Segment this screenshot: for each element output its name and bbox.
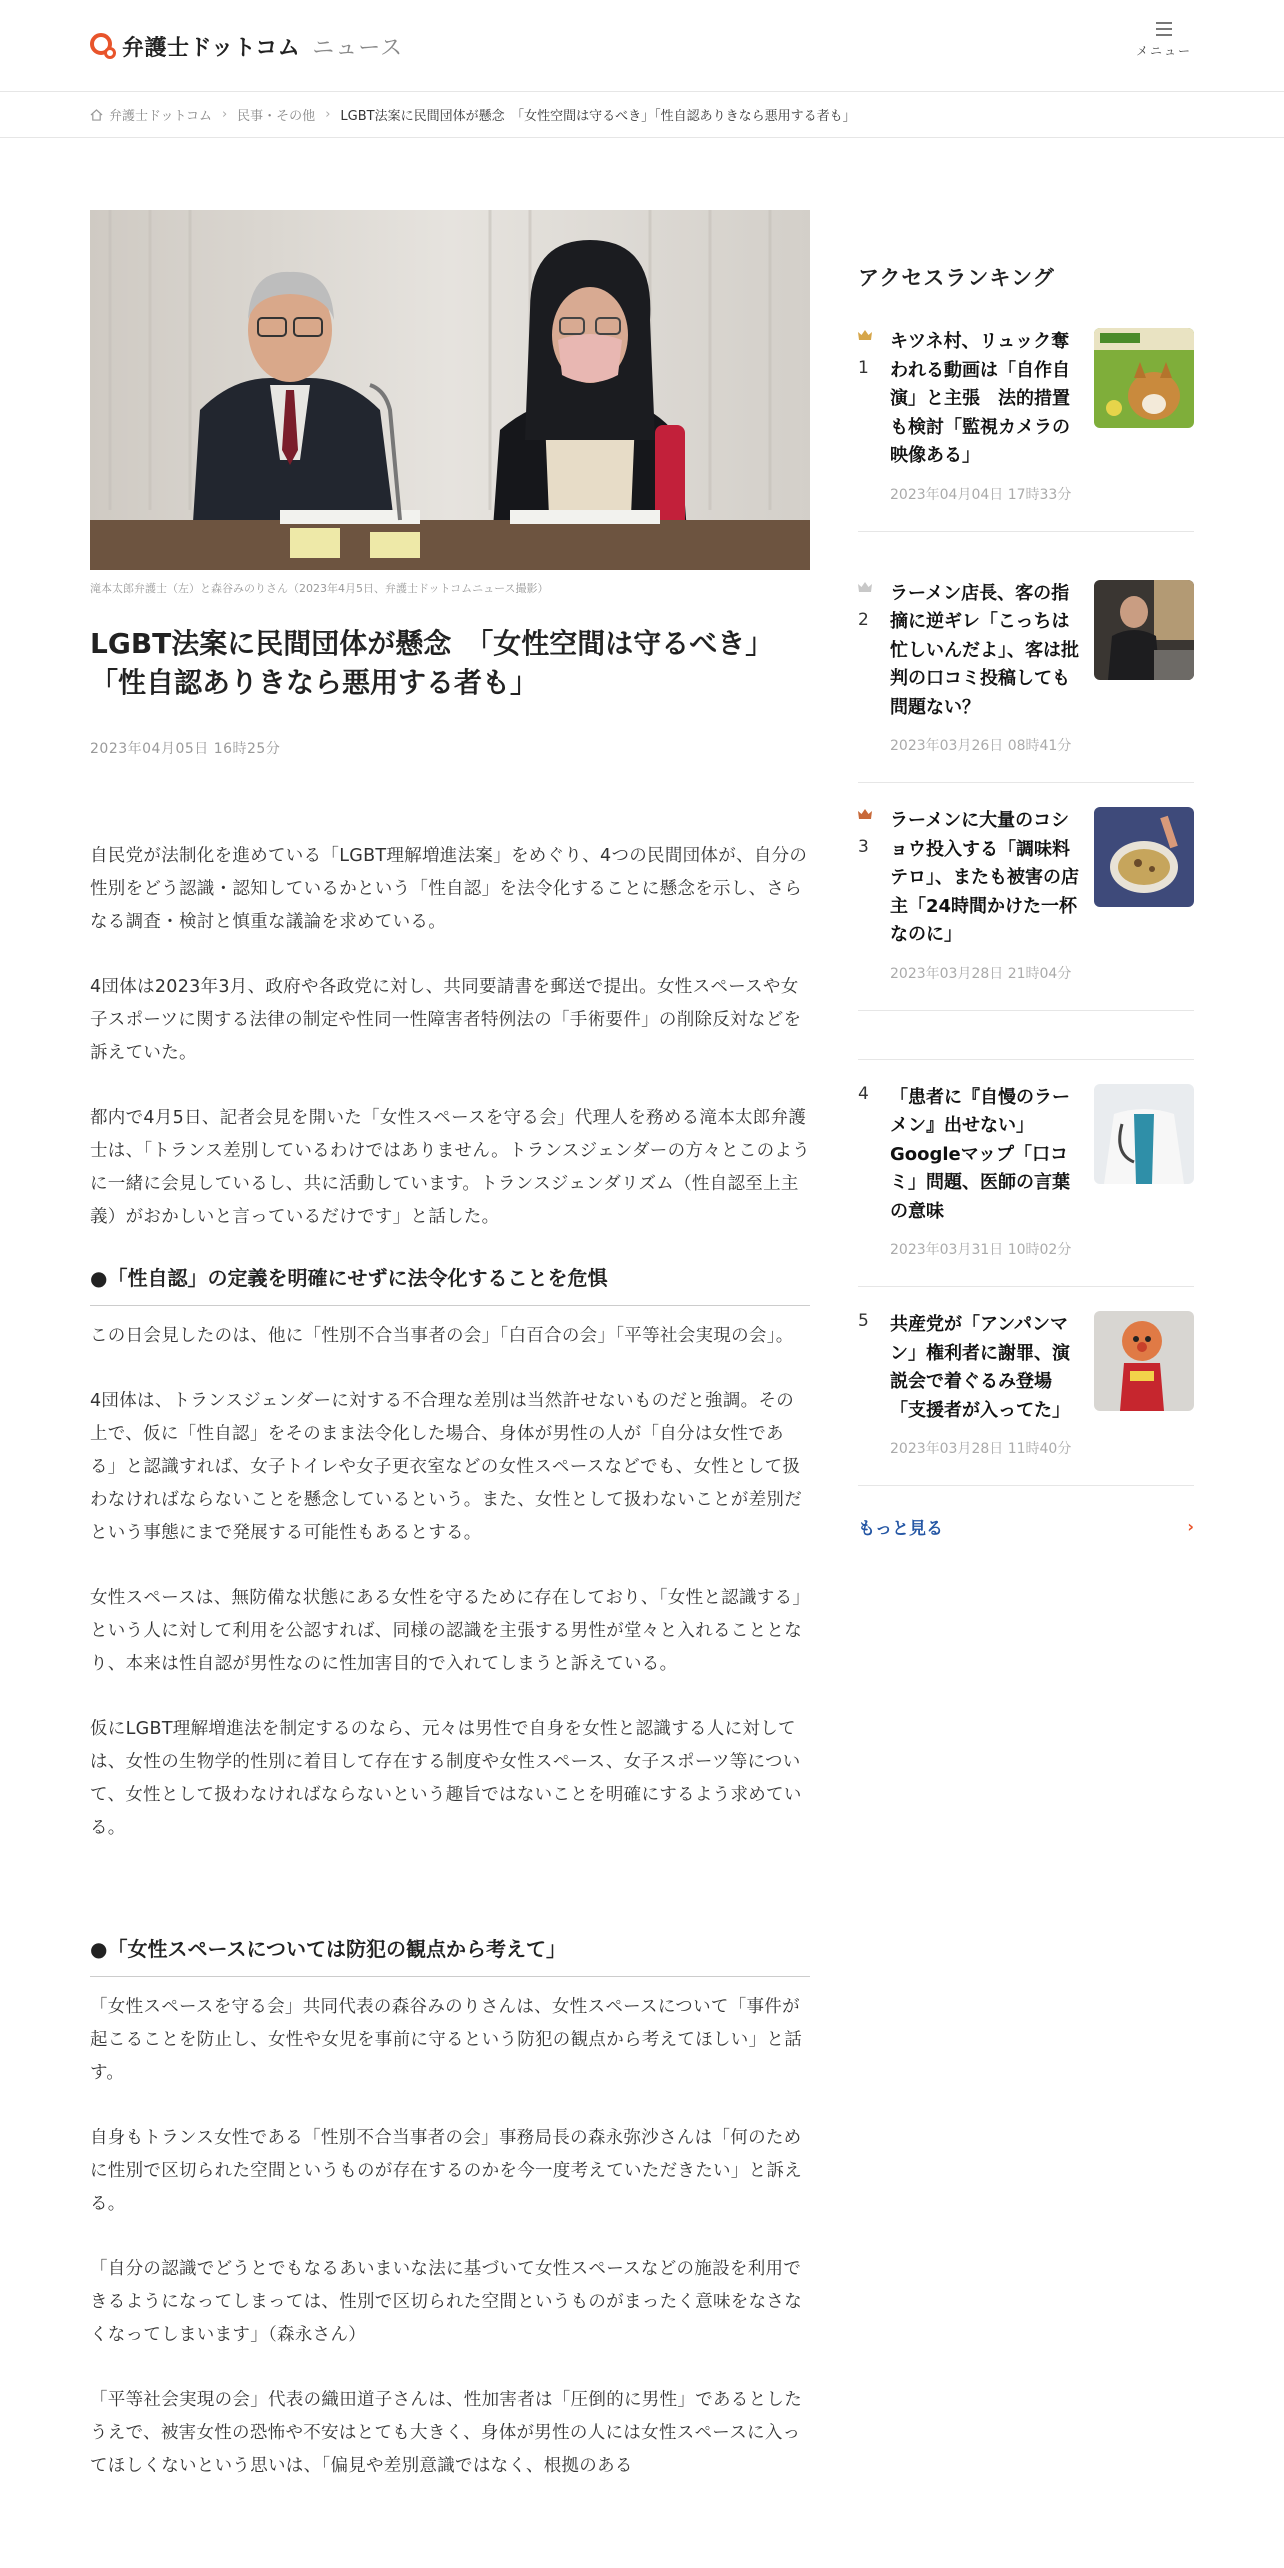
breadcrumb-home-label: 弁護士ドットコム [109, 109, 212, 124]
ranking-date: 2023年03月26日 08時41分 [890, 738, 1072, 754]
crown-silver-icon [858, 582, 872, 592]
section-heading: ●「性自認」の定義を明確にせずに法令化することを危惧 [90, 1262, 810, 1306]
ranking-date: 2023年03月28日 21時04分 [890, 965, 1072, 982]
ranking-item[interactable] [858, 783, 1194, 1011]
rank-number: 3 [858, 837, 869, 857]
chevron-right-icon: › [1187, 1517, 1194, 1536]
breadcrumb-category[interactable]: 民事・その他 [237, 109, 316, 124]
article-paragraph: 自民党が法制化を進めている「LGBT理解増進法案」をめぐり、4つの民間団体が、自分の性別をどう認識・認知しているかという「性自認」を法令化することに懸念を示し、さらなる調査・検討と慎重な議論を求めている。 [90, 846, 808, 933]
logo-text: 弁護士ドットコム [122, 36, 301, 61]
breadcrumb-home[interactable] [90, 105, 212, 124]
article-paragraph: 女性スペースは、無防備な状態にある女性を守るために存在しており、「女性と認識する」という人に対して利用を公認すれば、同様の認識を主張する男性が堂々と入れることとなり、本来は性自認が男性なのに性加害目的で入れてしまうと訴えている。 [90, 1588, 802, 1675]
site-header [0, 0, 1284, 92]
photo-caption: 滝本太郎弁護士（左）と森谷みのりさん（2023年4月5日、弁護士ドットコムニュース撮影） [90, 582, 549, 595]
ranking-thumbnail [1094, 328, 1194, 428]
breadcrumb-current: LGBT法案に民間団体が懸念 「女性空間は守るべき」「性自認ありきなら悪用する者も」 [340, 109, 856, 124]
article-paragraph: 仮にLGBT理解増進法を制定するのなら、元々は男性で自身を女性と認識する人に対しては、女性の生物学的性別に着目して存在する制度や女性スペース、女子スポーツ等について、女性として扱わなければならないという趣旨ではないことを明確にするよう求めている。 [90, 1719, 802, 1839]
chevron-right-icon: › [221, 107, 228, 122]
article-title: LGBT法案に民間団体が懸念 「女性空間は守るべき」「性自認ありきなら悪用する者も」 [90, 627, 774, 700]
ranking-headline: 「患者に『自慢のラーメン』出せない」Googleマップ「口コミ」問題、医師の言葉の意味 [890, 1086, 1070, 1222]
more-label: もっと見る [858, 1519, 943, 1539]
article-paragraph: 都内で4月5日、記者会見を開いた「女性スペースを守る会」代理人を務める滝本太郎弁護士は、「トランス差別しているわけではありません。トランスジェンダーの方々とこのように一緒に会見しているし、共に活動しています。トランスジェンダリズム（性自認至上主義）がおかしいと言っているだけです」と話した。 [90, 1108, 810, 1228]
logo-icon [90, 33, 116, 61]
ranking-thumbnail [1094, 1311, 1194, 1411]
article [90, 210, 810, 2515]
article-date: 2023年04月05日 16時25分 [90, 741, 281, 758]
article-paragraph: この日会見したのは、他に「性別不合当事者の会」「白百合の会」「平等社会実現の会」。 [90, 1326, 794, 1347]
ranking-headline: ラーメン店長、客の指摘に逆ギレ「こっちは忙しいんだよ」、客は批判の口コミ投稿しても問題ない？ [890, 582, 1079, 718]
chevron-right-icon: › [325, 107, 331, 122]
menu-button[interactable] [1134, 22, 1194, 59]
article-photo [90, 210, 810, 570]
logo-news-label: ニュース [312, 36, 404, 61]
more-rankings-link[interactable] [858, 1514, 1194, 1539]
ranking-headline: キツネ村、リュック奪われる動画は「自作自演」と主張 法的措置も検討「監視カメラの映像ある」 [890, 331, 1070, 466]
crown-bronze-icon [858, 809, 872, 819]
site-logo[interactable] [90, 31, 403, 62]
ranking-item[interactable] [858, 1059, 1194, 1288]
ranking-date: 2023年03月31日 10時02分 [890, 1242, 1072, 1258]
menu-label: メニュー [1135, 44, 1192, 58]
crown-gold-icon [858, 330, 872, 340]
ranking-title: アクセスランキング [858, 266, 1055, 290]
article-paragraph: 4団体は、トランスジェンダーに対する不合理な差別は当然許せないものだと強調。その上で、仮に「性自認」をそのまま法令化した場合、身体が男性の人が「自分は女性である」と認識すれば、女子トイレや女子更衣室などの女性スペースなどでも、女性として扱わなければならないことを懸念しているという。また、女性として扱わないことが差別だという事態にまで発展する可能性もあるとする。 [90, 1391, 802, 1544]
breadcrumb [0, 92, 1284, 138]
article-paragraph: 「平等社会実現の会」代表の織田道子さんは、性加害者は「圧倒的に男性」であるとしたうえで、被害女性の恐怖や不安はとても大きく、身体が男性の人には女性スペースに入ってほしくないという思いは、「偏見や差別意識ではなく、根拠のある [90, 2390, 802, 2477]
ranking-item[interactable] [858, 1287, 1194, 1486]
ranking-date: 2023年04月04日 17時33分 [890, 486, 1072, 503]
ranking-item[interactable] [858, 580, 1194, 784]
ranking-thumbnail [1094, 580, 1194, 680]
home-icon [90, 109, 103, 121]
ranking-thumbnail [1094, 1084, 1194, 1184]
hamburger-icon [1156, 22, 1172, 36]
rank-number: 5 [858, 1311, 869, 1331]
ranking-list [858, 328, 1194, 1486]
rank-number: 2 [858, 609, 869, 630]
rank-number: 4 [858, 1083, 869, 1104]
rank-number: 1 [858, 358, 869, 378]
ranking-headline: ラーメンに大量のコショウ投入する「調味料テロ」、またも被害の店主「24時間かけた一杯なのに」 [890, 810, 1079, 945]
article-paragraph: 4団体は2023年3月、政府や各政党に対し、共同要請書を郵送で提出。女性スペースや女子スポーツに関する法律の制定や性同一性障害者特例法の「手術要件」の削除反対などを訴えていた。 [90, 977, 802, 1064]
ranking-date: 2023年03月28日 11時40分 [890, 1441, 1072, 1457]
article-body [90, 840, 810, 2483]
section-heading: ●「女性スペースについては防犯の観点から考えて」 [90, 1933, 810, 1977]
article-paragraph: 「自分の認識でどうとでもなるあいまいな法に基づいて女性スペースなどの施設を利用できるようになってしまっては、性別で区切られた空間というものがまったく意味をなさなくなってしまいます」（森永さん） [90, 2259, 802, 2346]
article-paragraph: 自身もトランス女性である「性別不合当事者の会」事務局長の森永弥沙さんは「何のために性別で区切られた空間というものが存在するのかを今一度考えていただきたい」と訴える。 [90, 2128, 802, 2215]
article-paragraph: 「女性スペースを守る会」共同代表の森谷みのりさんは、女性スペースについて「事件が起こることを防止し、女性や女児を事前に守るという防犯の観点から考えてほしい」と話す。 [90, 1997, 802, 2084]
ranking-headline: 共産党が「アンパンマン」権利者に謝罪、演説会で着ぐるみ登場「支援者が入ってた」 [890, 1314, 1070, 1421]
access-ranking [858, 262, 1194, 1539]
ranking-item[interactable] [858, 328, 1194, 532]
ranking-thumbnail [1094, 807, 1194, 907]
